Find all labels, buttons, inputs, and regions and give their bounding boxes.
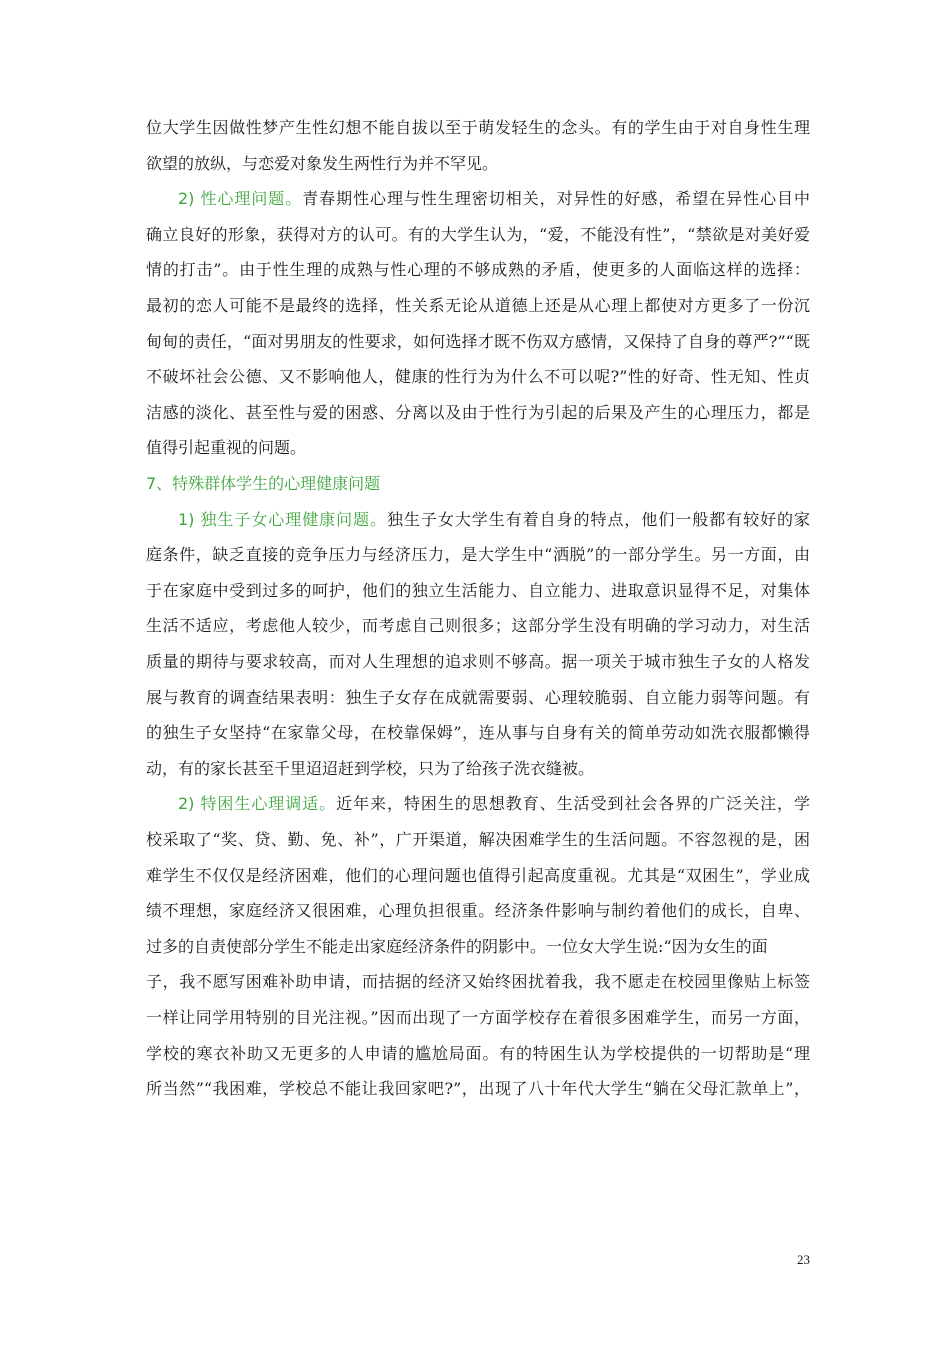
subsection-title: 2) 特困生心理调适。 — [178, 794, 337, 813]
paragraph-text: 展与教育的调查结果表明：独生子女存在成就需要弱、心理较脆弱、自立能力弱等问题。有 — [146, 688, 810, 707]
text-line — [146, 225, 810, 245]
paragraph-text: 洁感的淡化、甚至性与爱的困惑、分离以及由于性行为引起的后果及产生的心理压力，都是 — [146, 403, 810, 422]
text-line — [146, 688, 810, 708]
text-line — [146, 581, 810, 601]
section-heading — [146, 474, 810, 494]
subsection-title: 1) 独生子女心理健康问题。 — [178, 510, 387, 529]
page-number: 23 — [797, 1252, 810, 1267]
paragraph-text: 近年来，特困生的思想教育、生活受到社会各界的广泛关注，学 — [336, 794, 810, 813]
text-line — [178, 189, 810, 209]
text-line — [146, 830, 810, 850]
text-line — [146, 972, 810, 992]
text-line — [146, 332, 810, 352]
paragraph-text: 不破坏社会公德、又不影响他人，健康的性行为为什么不可以呢?”性的好奇、性无知、性贞 — [146, 367, 810, 386]
text-line — [146, 260, 810, 280]
subsection-title: 2) 性心理问题。 — [178, 189, 303, 208]
paragraph-text: 学校的寒衣补助又无更多的人申请的尴尬局面。有的特困生认为学校提供的一切帮助是“理 — [146, 1044, 810, 1063]
text-line — [146, 759, 810, 779]
text-line — [146, 367, 810, 387]
paragraph-text: 最初的恋人可能不是最终的选择，性关系无论从道德上还是从心理上都使对方更多了一份沉 — [146, 296, 810, 315]
paragraph-text: 绩不理想，家庭经济又很困难，心理负担很重。经济条件影响与制约着他们的成长，自卑、 — [146, 901, 810, 920]
paragraph-text: 甸甸的责任，“面对男朋友的性要求，如何选择才既不伤双方感情，又保持了自身的尊严?”“既 — [146, 332, 810, 351]
text-line — [146, 652, 810, 672]
paragraph-text: 生活不适应，考虑他人较少，而考虑自己则很多；这部分学生没有明确的学习动力，对生活 — [146, 616, 810, 635]
paragraph-text: 情的打击”。由于性生理的成熟与性心理的不够成熟的矛盾，使更多的人面临这样的选择： — [146, 260, 810, 279]
text-line — [146, 1079, 810, 1099]
text-line — [146, 1044, 810, 1064]
text-line — [146, 154, 810, 174]
paragraph-text: 于在家庭中受到过多的呵护，他们的独立生活能力、自立能力、进取意识显得不足，对集体 — [146, 581, 810, 600]
text-line — [146, 1008, 810, 1028]
text-line — [146, 937, 810, 957]
paragraph-text: 独生子女大学生有着自身的特点，他们一般都有较好的家 — [387, 510, 810, 529]
text-line — [146, 616, 810, 636]
text-line — [146, 723, 810, 743]
paragraph-text: 校采取了“奖、贷、勤、免、补”，广开渠道，解决困难学生的生活问题。不容忽视的是，困 — [146, 830, 810, 849]
paragraph-text: 难学生不仅仅是经济困难，他们的心理问题也值得引起高度重视。尤其是“双困生”，学业成 — [146, 866, 810, 885]
paragraph-text: 的独生子女坚持“在家靠父母，在校靠保姆”，连从事与自身有关的简单劳动如洗衣服都懒得 — [146, 723, 810, 742]
text-line — [146, 403, 810, 423]
text-line — [146, 866, 810, 886]
paragraph-text: 值得引起重视的问题。 — [146, 438, 307, 457]
text-line — [146, 901, 810, 921]
paragraph-text: 所当然”“我困难，学校总不能让我回家吧?”，出现了八十年代大学生“躺在父母汇款单上”， — [146, 1079, 810, 1098]
paragraph-text: 一样让同学用特别的目光注视。”因而出现了一方面学校存在着很多困难学生，而另一方面， — [146, 1008, 810, 1027]
paragraph-text: 欲望的放纵，与恋爱对象发生两性行为并不罕见。 — [146, 154, 499, 173]
paragraph-text: 质量的期待与要求较高，而对人生理想的追求则不够高。据一项关于城市独生子女的人格发 — [146, 652, 810, 671]
text-line — [146, 296, 810, 316]
text-line — [146, 438, 810, 458]
paragraph-text: 过多的自责使部分学生不能走出家庭经济条件的阴影中。一位女大学生说:“因为女生的面 — [146, 937, 768, 956]
paragraph-text: 子，我不愿写困难补助申请，而拮据的经济又始终困扰着我，我不愿走在校园里像贴上标签 — [146, 972, 810, 991]
section-heading-text: 7、特殊群体学生的心理健康问题 — [146, 474, 381, 493]
paragraph-text: 动，有的家长甚至千里迢迢赶到学校，只为了给孩子洗衣缝被。 — [146, 759, 595, 778]
paragraph-text: 确立良好的形象，获得对方的认可。有的大学生认为，“爱，不能没有性”，“禁欲是对美好爱 — [146, 225, 810, 244]
paragraph-text: 青春期性心理与性生理密切相关，对异性的好感，希望在异性心目中 — [302, 189, 810, 208]
paragraph-text: 位大学生因做性梦产生性幻想不能自拔以至于萌发轻生的念头。有的学生由于对自身性生理 — [146, 118, 810, 137]
text-line — [146, 118, 810, 138]
text-line — [146, 545, 810, 565]
paragraph-text: 庭条件，缺乏直接的竞争压力与经济压力，是大学生中“洒脱”的一部分学生。另一方面，由 — [146, 545, 810, 564]
text-line — [178, 510, 810, 530]
text-line — [178, 794, 810, 814]
